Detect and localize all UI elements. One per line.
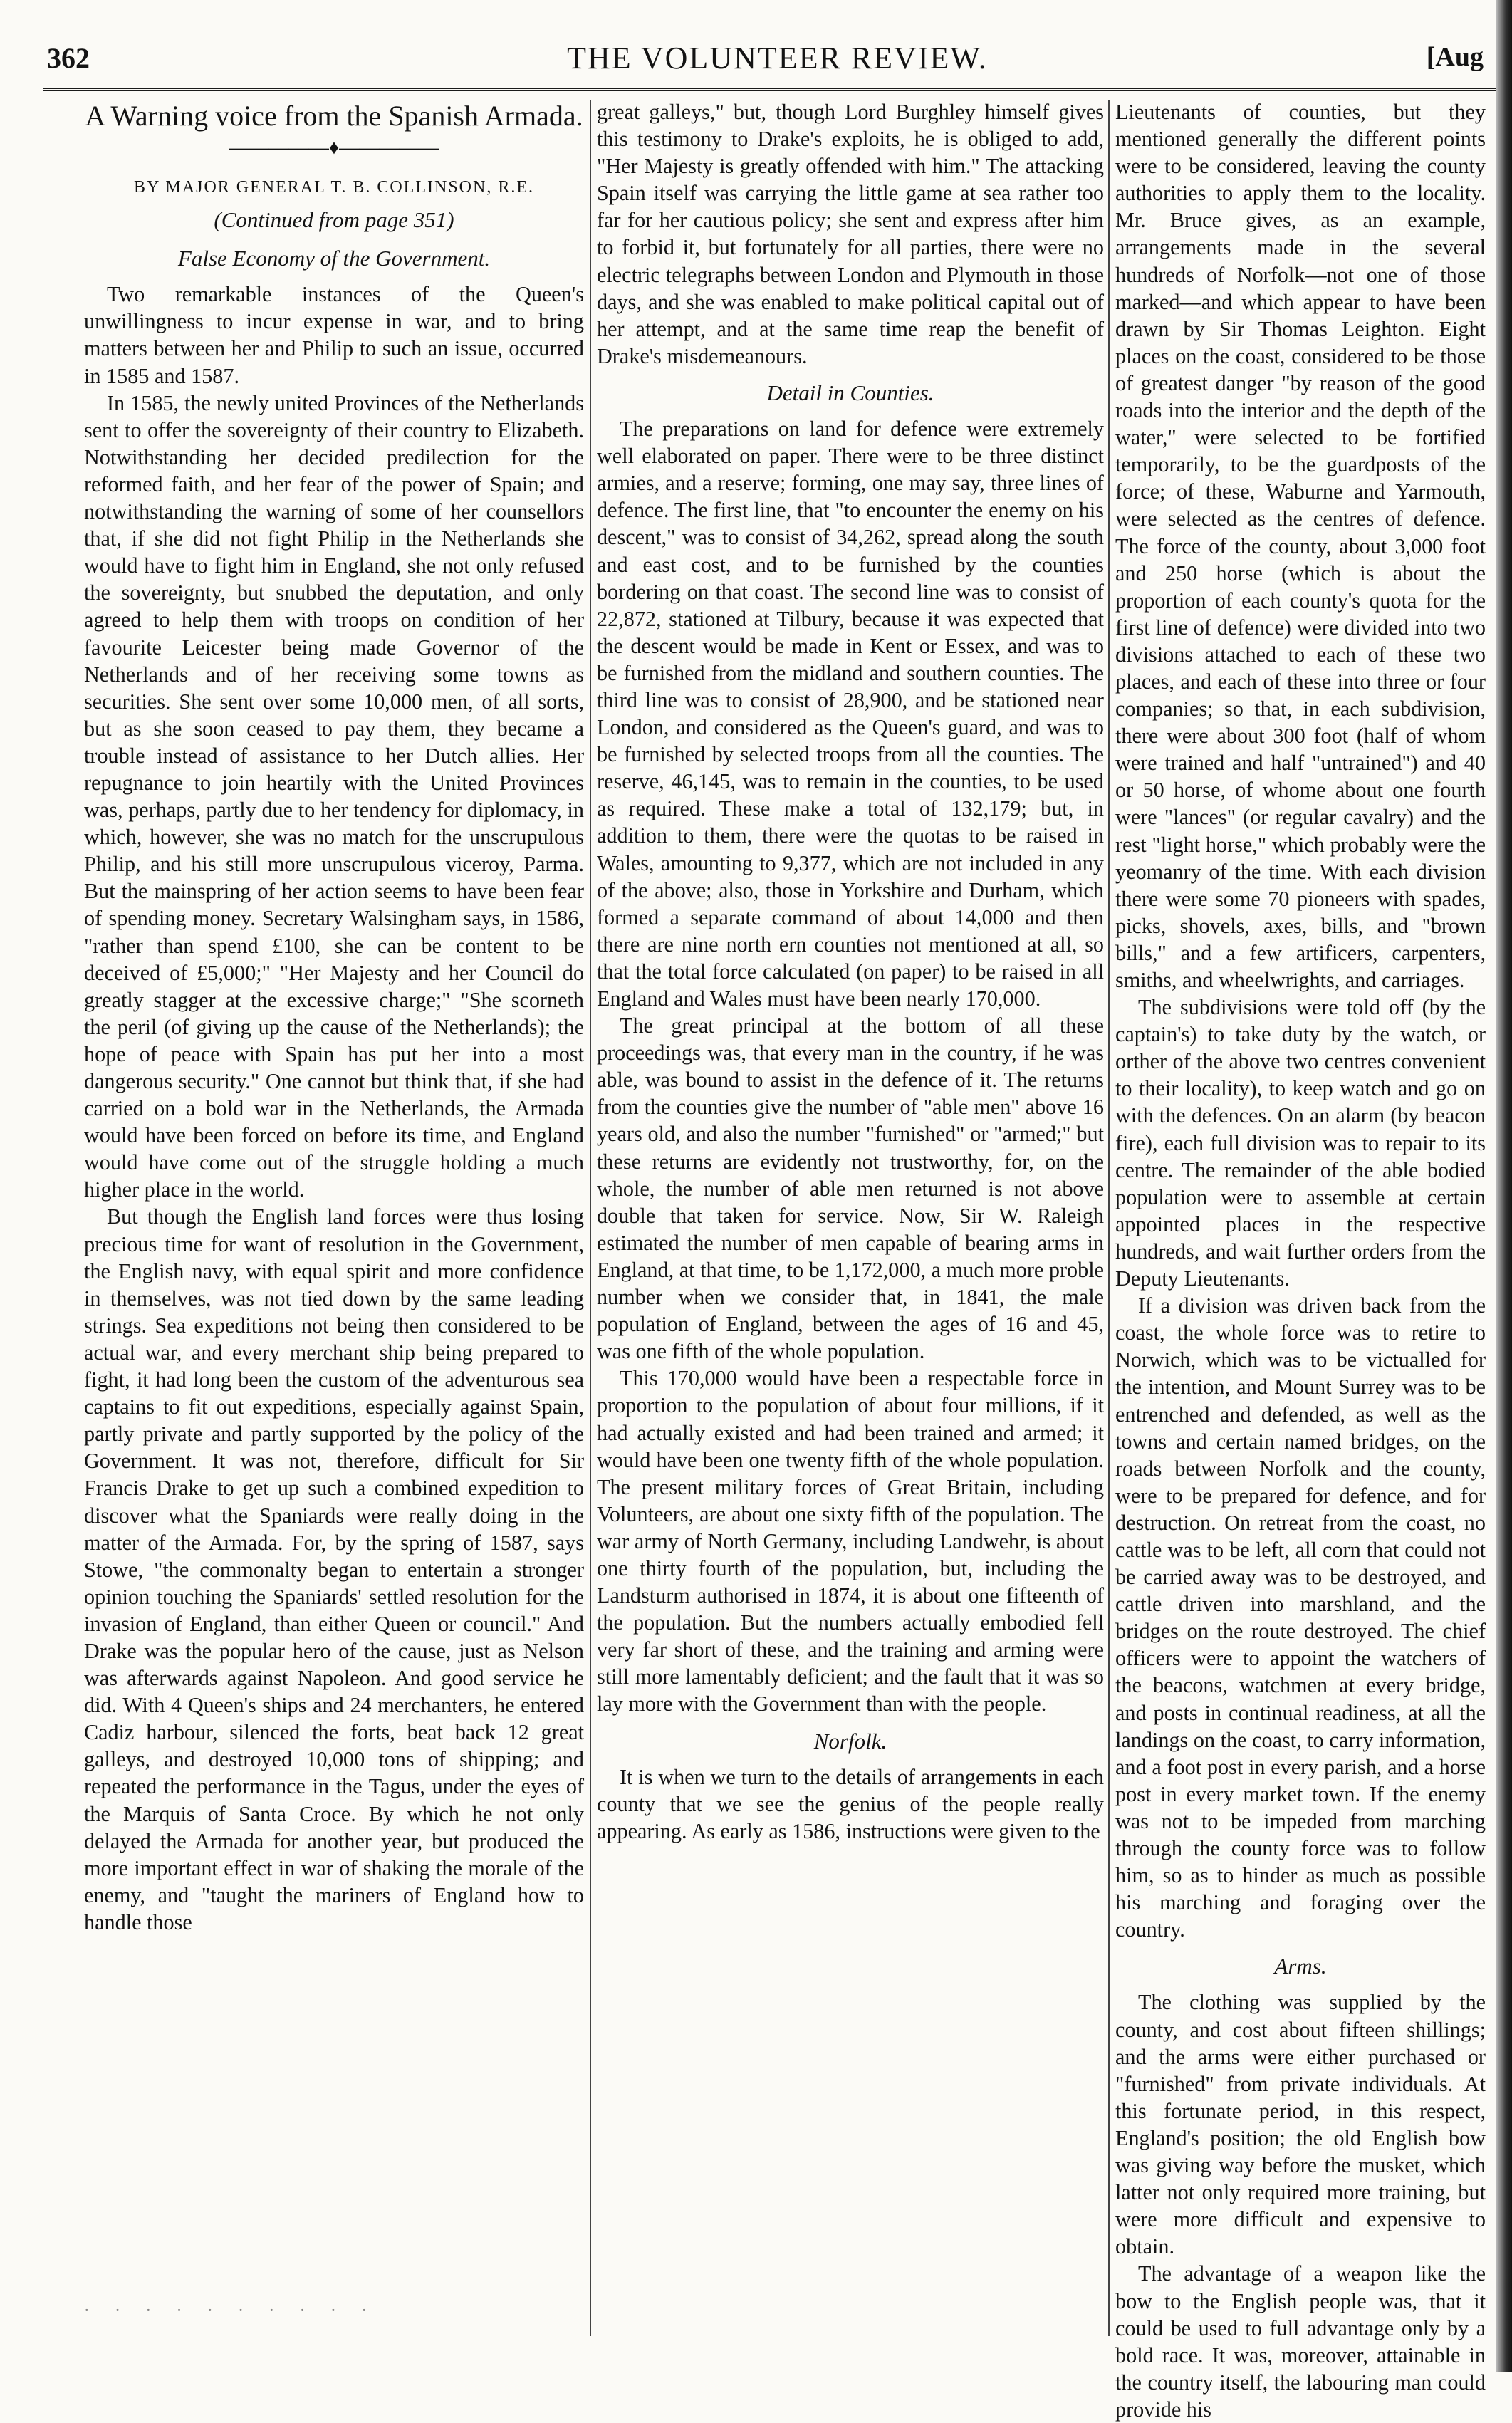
- journal-title: THE VOLUNTEER REVIEW.: [567, 41, 988, 75]
- paragraph: great galleys," but, though Lord Burghley himself gives this testimony to Drake's exploits, he is obliged to add, "Her Majesty is greatly offended with him." The attacking Spain itself was carrying the little game at sea rather too far for her cautious policy; she sent and express after him to forbid it, but fortunately for all parties, there were no electric telegraphs between London and Plymouth in those days, and she was enabled to make political capital out of her attempt, and at the same time reap the benefit of Drake's misdemeanours.: [597, 100, 1104, 368]
- paragraph: Lieutenants of counties, but they mentioned generally the different points were to be considered, leaving the county authorities to apply them to the locality. Mr. Bruce gives, as an example, arrangements made in the several hundreds of Norfolk—not one of those marked—and which appear to have been drawn by Sir Thomas Leighton. Eight places on the coast, considered to be those of greatest danger "by reason of the good roads into the interior and the depth of the water," were selected to be fortified temporarily, to be the guardposts of the force; of these, Waburne and Yarmouth, were selected as the centres of defence. The force of the county, about 3,000 foot and 250 horse (which is about the proportion of each county's quota for the first line of defence) were divided into two divisions attached to each of these two places, and each of these into three or four companies; so that, in each subdivision, there were about 300 foot (half of whom were trained and half "untrained") and 40 or 50 horse, of whome about one fourth were "lances" (or regular cavalry) and the rest "light horse," which probably were the yeomanry of the time. With each division there were some 70 pioneers with spades, picks, shovels, axes, bills, and "brown bills," and a few artificers, carpenters, smiths, and wheelwrights, and carriages.: [1115, 100, 1486, 992]
- column-2: [597, 98, 1104, 2335]
- date-fragment: [Aug: [1426, 42, 1484, 72]
- article-byline: BY MAJOR GENERAL T. B. COLLINSON, R.E.: [133, 178, 534, 197]
- paragraph: It is when we turn to the details of arrangements in each county that we see the genius of the people really appearing. As early as 1586, instructions were given to the: [597, 1764, 1104, 1843]
- paragraph: The preparations on land for defence were extremely well elaborated on paper. There were to be three distinct armies, and a reserve; forming, one may say, three lines of defence. The first line, that "to encounter the enemy on his descent," was to consist of 34,262, spread along the south and east cost, and to be furnished by the counties bordering on that coast. The second line was to consist of 22,872, stationed at Tilbury, because it was expected that the descent would be made in Kent or Essex, and was to be furnished from the midland and southern counties. The third line was to consist of 28,900, and be stationed near London, and considered as the Queen's guard, and was to be furnished by selected troops from all the counties. The reserve, 46,145, was to remain in the counties, to be used as required. These make a total of 132,179; but, in addition to them, there were the quotas to be raised in Wales, amounting to 9,377, which are not included in any of the above; also, those in Yorkshire and Durham, which formed a separate command of about 14,000 and then there are nine north ern counties not mentioned at all, so that the total force calculated (on paper) to be raised in all England and Wales must have been nearly 170,000.: [597, 417, 1104, 1011]
- section-heading: Norfolk.: [813, 1728, 887, 1754]
- paragraph: The advantage of a weapon like the bow to the English people was, that it could be used to full advantage only by a bold race. It was, moreover, attainable in the country itself, the labouring man could provide his: [1115, 2261, 1486, 2422]
- paragraph: If a division was driven back from the coast, the whole force was to retire to Norwich, which was to be victualled for the intention, and Mount Surrey was to be entrenched and defended, as well as the towns and certain named bridges, on the roads between Norfolk and the county, were to be prepared for defence, and for destruction. On retreat from the coast, no cattle was to be left, all corn that could not be carried away was to be destroyed, and cattle driven into marshland, and the bridges on the route destroyed. The chief officers were to appoint the watchers of the beacons, watchmen at every bridge, and posts in continual readiness, at all the landings on the coast, to carry information, and a foot post in every parish, and a horse post in every market town. If the enemy was not to be impeded from marching through the county force was to follow him, so as to hinder as much as possible his marching and foraging over the country.: [1115, 1293, 1486, 1942]
- paragraph: The subdivisions were told off (by the captain's) to take duty by the watch, or orther of the above two centres convenient to their locality), to keep watch and go on with the defences. On an alarm (by beacon fire), each full division was to repair to its centre. The remainder of the able bodied population were to assemble at certain appointed places in the respective hundreds, and wait further orders from the Deputy Lieutenants.: [1115, 995, 1486, 1291]
- continued-note: (Continued from page 351): [214, 207, 454, 233]
- section-heading: Arms.: [1274, 1954, 1327, 1979]
- column-rule: [590, 100, 591, 2336]
- header-rule: [43, 88, 1496, 91]
- article-title: A Warning voice from the Spanish Armada.: [85, 100, 583, 132]
- paragraph: Two remarkable instances of the Queen's unwillingness to incur expense in war, and to bring matters between her and Philip to such an issue, occurred in 1585 and 1587.: [84, 282, 584, 388]
- paragraph: The great principal at the bottom of all these proceedings was, that every man in the country, if he was able, was bound to assist in the defence of it. The returns from the counties give the number of "able men" above 16 years old, and also the number "furnished" or "armed;" but these returns are evidently not trustworthy, for, on the whole, the number of able men returned is not above double that taken for service. Now, Sir W. Raleigh estimated the number of men capable of bearing arms in England, at that time, to be 1,172,000, a much more proble number when we consider that, in 1841, the male population of England, between the ages of 16 and 45, was one fifth of the whole population.: [597, 1014, 1104, 1364]
- column-rule: [1108, 100, 1110, 2336]
- paragraph: This 170,000 would have been a respectable force in proportion to the population of about four millions, if it had actually existed and had been trained and armed; it would have been one twenty fifth of the whole population. The present military forces of Great Britain, including Volunteers, are about one sixty fifth of the population. The war army of North Germany, including Landwehr, is about one thirty fourth of the population, but, including the Landsturm authorised in 1874, it is about one fifteenth of the population. But the numbers actually embodied fell very far short of these, and the training and arming were still more lamentably deficient; and the fault that it was so lay more with the Government than with the people.: [597, 1366, 1104, 1716]
- scan-edge: [1496, 0, 1512, 2372]
- column-3: [1115, 98, 1486, 2422]
- running-head: [43, 36, 1512, 85]
- section-heading: False Economy of the Government.: [177, 246, 491, 271]
- section-heading: Detail in Counties.: [766, 380, 934, 405]
- illegible-footer: · · · · · · · · · ·: [84, 2300, 377, 2320]
- column-1: [84, 98, 584, 2335]
- paragraph: But though the English land forces were thus losing precious time for want of resolution in the Government, the English navy, with equal spirit and more confidence in themselves, was not tied down by the same leading strings. Sea expeditions not being then considered to be actual war, and every merchant ship being prepared to fight, it had long been the custom of the adventurous sea captains to fit out expeditions, especially against Spain, partly private and partly supported by the policy of the Government. It was not, therefore, difficult for Sir Francis Drake to get up such a combined expedition to discover what the Spaniards were really doing in the matter of the Armada. For, by the spring of 1587, says Stowe, "the commonalty began to entertain a stronger opinion touching the Spaniards' settled resolution for the invasion of England, than either Queen or council." And Drake was the popular hero of the cause, just as Nelson was afterwards against Napoleon. And good service he did. With 4 Queen's ships and 24 merchanters, he entered Cadiz harbour, silenced the forts, beat back 12 great galleys, and destroyed 10,000 tons of shipping; and repeated the performance in the Tagus, under the eyes of the Marquis of Santa Croce. By which he not only delayed the Armada for another year, but produced the more important effect in war of shaking the morale of the enemy, and "taught the mariners of England how to handle those: [84, 1204, 584, 1934]
- paragraph: In 1585, the newly united Provinces of the Netherlands sent to offer the sovereignty of their country to Elizabeth. Notwithstanding her decided predilection for the reformed faith, and her fear of the power of Spain; and notwithstanding the warning of some of her counsellors that, if she did not fight Philip in the Netherlands she would have to fight him in England, she not only refused the sovereignty, but snubbed the deputation, and only agreed to help them with troops on condition of her favourite Leicester being made Governor of the Netherlands and of her receiving some towns as securities. She sent over some 10,000 men, of all sorts, but as she soon ceased to pay them, they became a trouble instead of assistance to her Dutch allies. Her repugnance to join heartily with the United Provinces was, perhaps, partly due to her tendency for diplomacy, in which, however, she was no match for the unscrupulous Philip, and his still more unscrupulous viceroy, Parma. But the mainspring of her action seems to have been fear of spending money. Secretary Walsingham says, in 1586, "rather than spend £100, she can be content to be deceived of £5,000;" "Her Majesty and her Council do greatly stagger at the excessive charge;" "She scorneth the peril (of giving up the cause of the Netherlands); the hope of peace with Spain has put her into a most dangerous security." One cannot but think that, if she had carried on a bold war in the Netherlands, the Armada would have been forced on before its time, and England would have come out of the struggle holding a much higher place in the world.: [84, 390, 584, 1202]
- page-number: 362: [47, 42, 90, 74]
- paragraph: The clothing was supplied by the county, and cost about fifteen shillings; and the arms were either purchased or "furnished" from private individuals. At this fortunate period, in this respect, England's position; the old English bow was giving way before the musket, which latter not only required more training, but were more difficult and expensive to obtain.: [1115, 1990, 1486, 2259]
- title-flourish: —————♦—————: [229, 137, 439, 159]
